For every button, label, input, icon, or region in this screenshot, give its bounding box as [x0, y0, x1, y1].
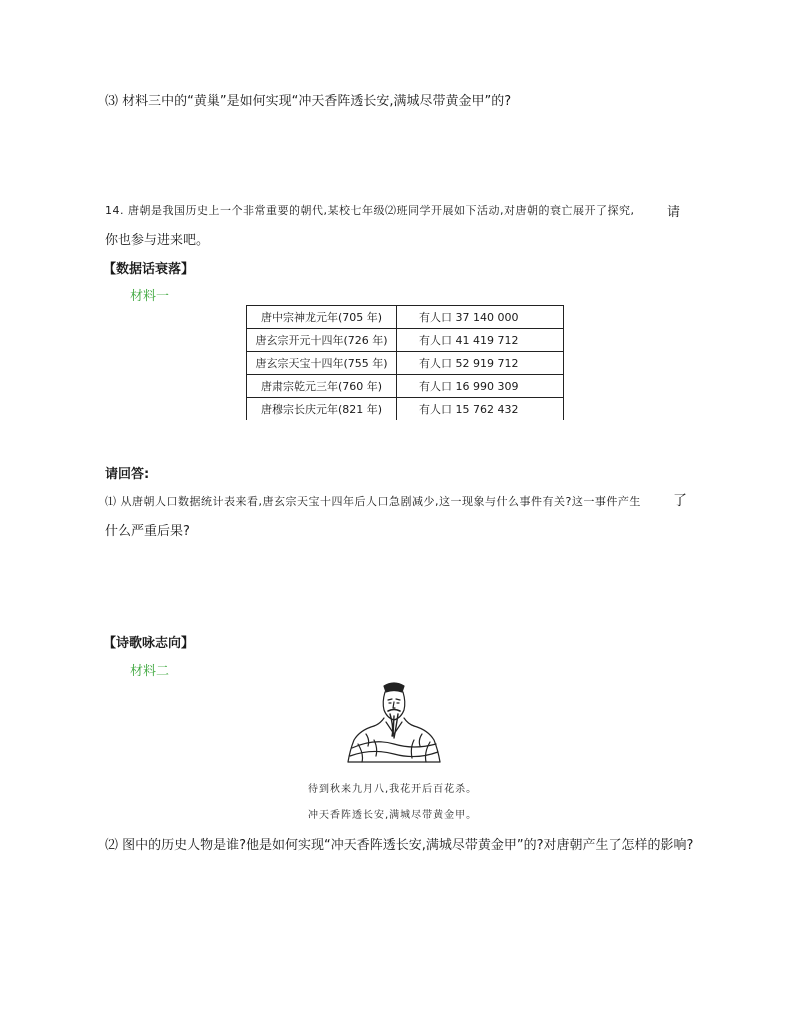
table-row	[247, 398, 564, 421]
reign-cell: 唐肃宗乾元三年(760 年)	[247, 375, 397, 398]
population-table	[246, 305, 564, 420]
reign-cell: 唐玄宗天宝十四年(755 年)	[247, 352, 397, 375]
sub-question-1-line1: ⑴ 从唐朝人口数据统计表来看,唐玄宗天宝十四年后人口急剧减少,这一现象与什么事件有关?这一事件产生	[105, 495, 641, 508]
population-cell: 有人口 15 762 432	[397, 398, 564, 421]
table-row	[247, 375, 564, 398]
population-cell: 有人口 37 140 000	[397, 306, 564, 329]
reign-cell: 唐穆宗长庆元年(821 年)	[247, 398, 397, 421]
historical-figure-portrait	[344, 678, 444, 768]
poem-line-1: 待到秋来九月八,我花开后百花杀。	[308, 784, 478, 795]
poem-line-2: 冲天香阵透长安,满城尽带黄金甲。	[308, 810, 478, 821]
material-2-label: 材料二	[130, 664, 170, 679]
material-1-label: 材料一	[130, 289, 170, 304]
reign-cell: 唐中宗神龙元年(705 年)	[247, 306, 397, 329]
section-heading-poetry: 【诗歌咏志向】	[103, 636, 195, 651]
section-heading-data: 【数据话衰落】	[103, 262, 195, 277]
reign-cell: 唐玄宗开元十四年(726 年)	[247, 329, 397, 352]
table-row	[247, 352, 564, 375]
sub-question-1-line1-end: 了	[673, 493, 687, 509]
population-cell: 有人口 16 990 309	[397, 375, 564, 398]
question-14-line2: 你也参与进来吧。	[105, 233, 210, 248]
table-row	[247, 306, 564, 329]
sub-question-1-line2: 什么严重后果?	[105, 524, 190, 539]
question-14-line1: 14. 唐朝是我国历史上一个非常重要的朝代,某校七年级⑵班同学开展如下活动,对唐朝的衰亡展开了探究,	[105, 204, 635, 217]
sub-question-2: ⑵ 图中的历史人物是谁?他是如何实现“冲天香阵透长安,满城尽带黄金甲”的?对唐朝产生了怎样的影响?	[105, 838, 694, 853]
question-14-line1-end: 请	[667, 205, 681, 220]
population-cell: 有人口 52 919 712	[397, 352, 564, 375]
answer-prompt: 请回答:	[105, 467, 150, 482]
table-row	[247, 329, 564, 352]
population-cell: 有人口 41 419 712	[397, 329, 564, 352]
question-3: ⑶ 材料三中的“黄巢”是如何实现“冲天香阵透长安,满城尽带黄金甲”的?	[105, 94, 512, 109]
